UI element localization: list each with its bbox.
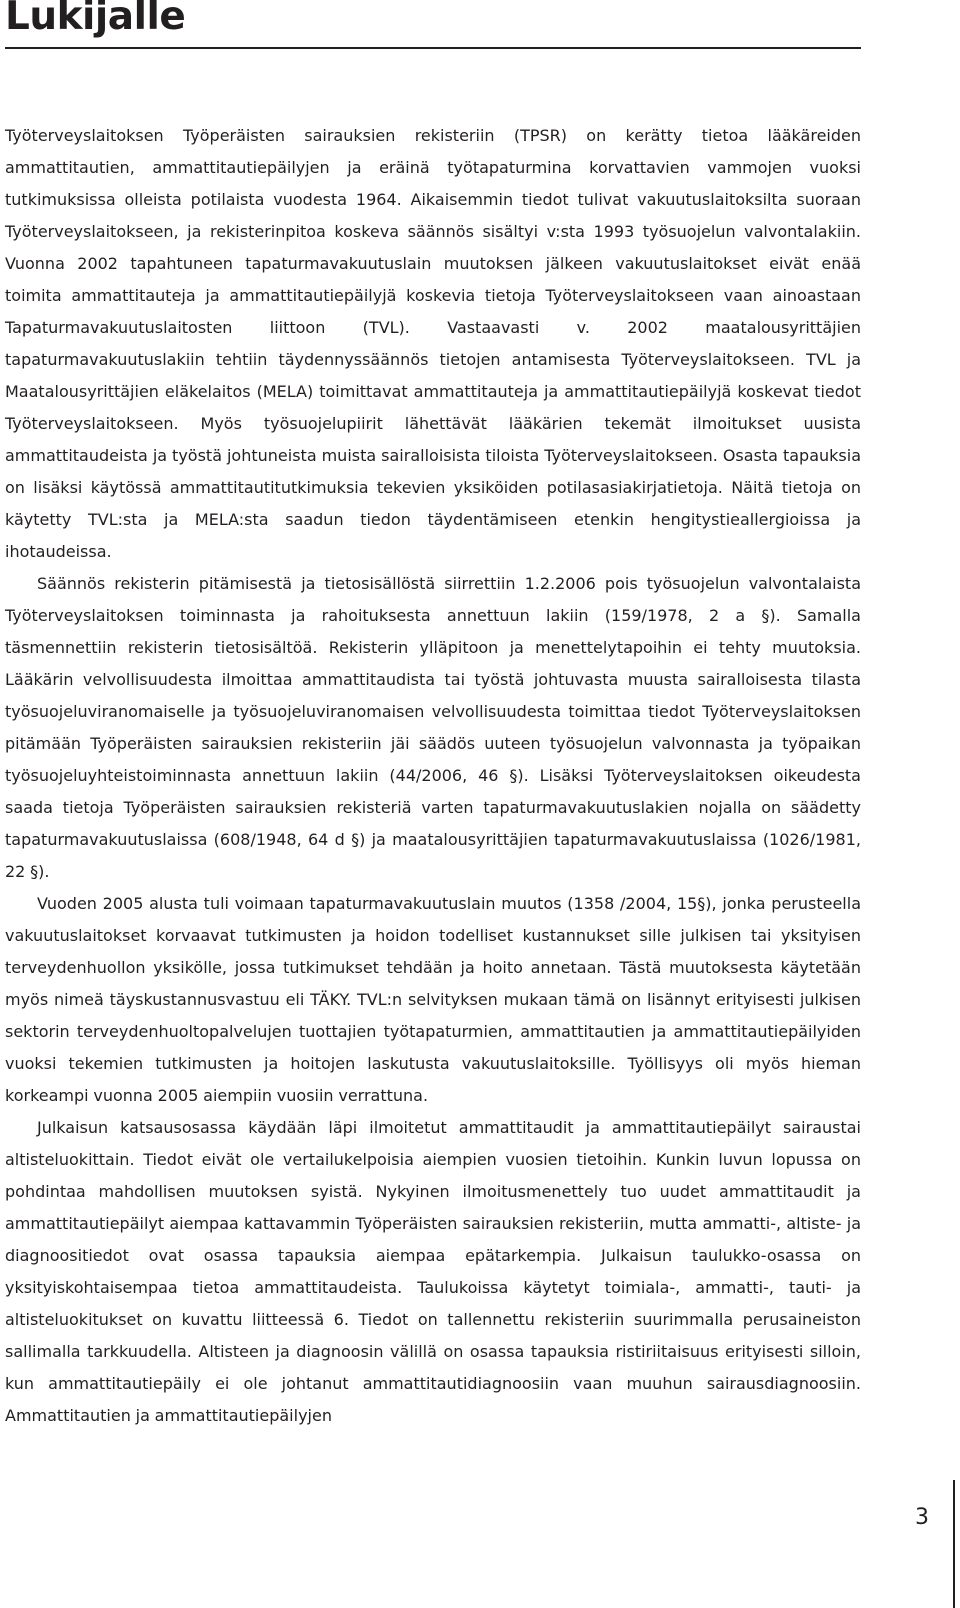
paragraph-intro: Työterveyslaitoksen Työperäisten sairauksien rekisteriin (TPSR) on kerätty tietoa lääkäreiden ammattitautien, ammattitautiepäilyjen ja eräinä työtapaturmina korvattavien vammojen vuoksi tutkimuksissa olleista potilaista vuodesta 1964. Aikaisemmin tiedot tulivat vakuutuslaitoksilta suoraan Työterveyslaitokseen, ja rekisterinpitoa koskeva säännös sisältyi v:sta 1993 työsuojelun valvontalakiin. Vuonna 2002 tapahtuneen tapaturmavakuutuslain muutoksen jälkeen vakuutuslaitokset eivät enää toimita ammattitauteja ja ammattitautiepäilyjä koskevia tietoja Työterveyslaitokseen vaan ainoastaan Tapaturmavakuutuslaitosten liittoon (TVL). Vastaavasti v. 2002 maatalousyrittäjien tapaturmavakuutuslakiin tehtiin täydennyssäännös tietojen antamisesta Työterveyslaitokseen. TVL ja Maatalousyrittäjien eläkelaitos (MELA) toimittavat ammattitauteja ja ammattitautiepäilyjä koskevat tiedot Työterveyslaitokseen. Myös työsuojelupiirit lähettävät lääkärien tekemät ilmoitukset uusista ammattitaudeista ja työstä johtuneista muista sairalloisista tiloista Työterveyslaitokseen. Osasta tapauksia on lisäksi käytössä ammattitautitutkimuksia tekevien yksiköiden potilasasiakirjatietoja. Näitä tietoja on käytetty TVL:sta ja MELA:sta saadun tiedon täydentämiseen etenkin hengitystieallergioissa ja ihotaudeissa. [5, 126, 861, 561]
body-text [5, 120, 861, 1432]
paragraph-publication-contents: Julkaisun katsausosassa käydään läpi ilmoitetut ammattitaudit ja ammattitautiepäilyt sairaustai altisteluokittain. Tiedot eivät ole vertailukelpoisia aiempien vuosien tietoihin. Kunkin luvun lopussa on pohdintaa mahdollisen muutoksen syistä. Nykyinen ilmoitusmenettely tuo uudet ammattitaudit ja ammattitautiepäilyt aiempaa kattavammin Työperäisten sairauksien rekisteriin, mutta ammatti-, altiste- ja diagnoositiedot ovat osassa tapauksia aiempaa epätarkempia. Julkaisun taulukko-osassa on yksityiskohtaisempaa tietoa ammattitaudeista. Taulukoissa käytetyt toimiala-, ammatti-, tauti- ja altisteluokitukset on kuvattu liitteessä 6. Tiedot on tallennettu rekisteriin suurimmalla perusaineiston sallimalla tarkkuudella. Altisteen ja diagnoosin välillä on osassa tapauksia ristiriitaisuus erityisesti silloin, kun ammattitautiepäily ei ole johtanut ammattitautidiagnoosiin vaan muuhun sairausdiagnoosiin. Ammattitautien ja ammattitautiepäilyjen [5, 1118, 861, 1425]
title-divider [5, 47, 861, 49]
page-number: 3 [915, 1505, 929, 1530]
paragraph-legislation: Säännös rekisterin pitämisestä ja tietosisällöstä siirrettiin 1.2.2006 pois työsuojelun valvontalaista Työterveyslaitoksen toiminnasta ja rahoituksesta annettuun lakiin (159/1978, 2 a §). Samalla täsmennettiin rekisterin tietosisältöä. Rekisterin ylläpitoon ja menettelytapoihin ei tehty muutoksia. Lääkärin velvollisuudesta ilmoittaa ammattitaudista tai työstä johtuvasta muusta sairalloisesta tilasta työsuojeluviranomaiselle ja työsuojeluviranomaisen velvollisuudesta toimittaa tiedot Työterveyslaitoksen pitämään Työperäisten sairauksien rekisteriin jäi säädös uuteen työsuojelun valvonnasta ja työpaikan työsuojeluyhteistoiminnasta annettuun lakiin (44/2006, 46 §). Lisäksi Työterveyslaitoksen oikeudesta saada tietoja Työperäisten sairauksien rekisteriä varten tapaturmavakuutuslakien nojalla on säädetty tapaturmavakuutuslaissa (608/1948, 64 d §) ja maatalousyrittäjien tapaturmavakuutuslaissa (1026/1981, 22 §). [5, 574, 861, 881]
paragraph-insurance-change: Vuoden 2005 alusta tuli voimaan tapaturmavakuutuslain muutos (1358 /2004, 15§), jonka perusteella vakuutuslaitokset korvaavat tutkimusten ja hoidon todelliset kustannukset sille julkisen tai yksityisen terveydenhuollon yksikölle, jossa tutkimukset tehdään ja hoito annetaan. Tästä muutoksesta käytetään myös nimeä täyskustannusvastuu eli TÄKY. TVL:n selvityksen mukaan tämä on lisännyt erityisesti julkisen sektorin terveydenhuoltopalvelujen tuottajien työtapaturmien, ammattitautien ja ammattitautiepäilyiden vuoksi tekemien tutkimusten ja hoitojen laskutusta vakuutuslaitoksille. Työllisyys oli myös hieman korkeampi vuonna 2005 aiempiin vuosiin verrattuna. [5, 894, 861, 1105]
page-edge-divider [953, 1480, 955, 1608]
page-title: Lukijalle [5, 0, 186, 39]
